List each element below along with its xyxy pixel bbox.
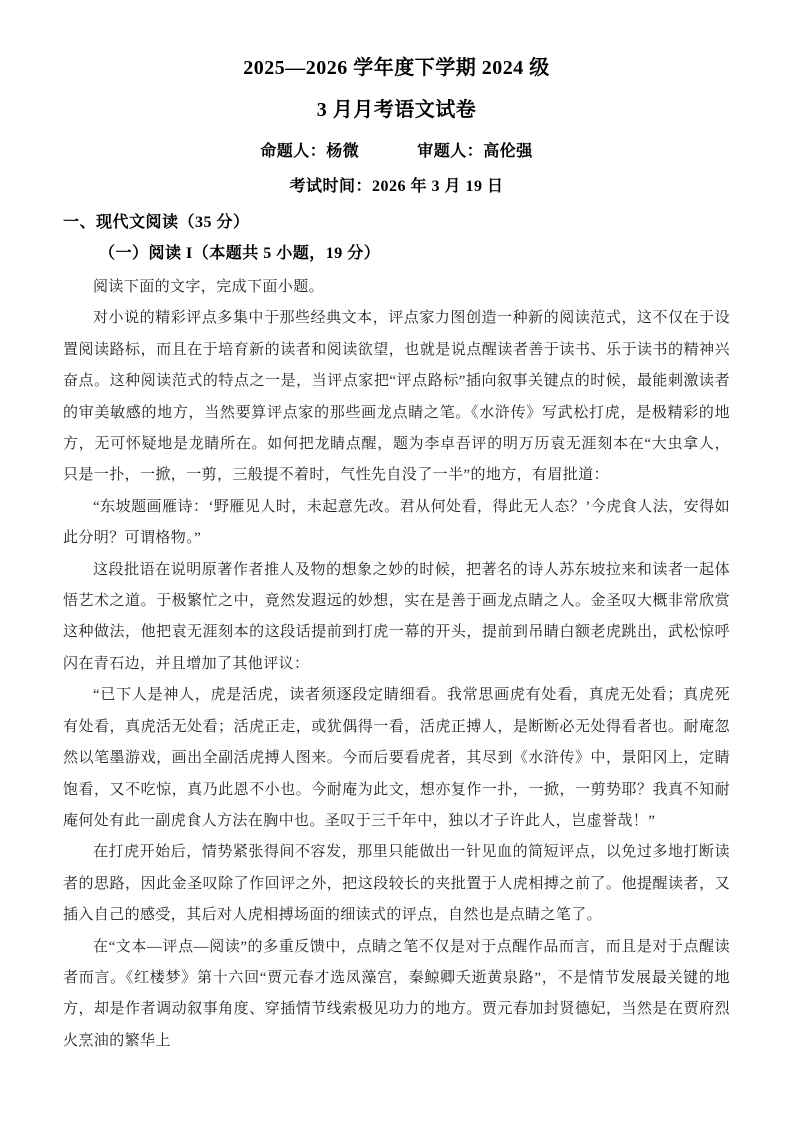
exam-time: 考试时间：2026 年 3 月 19 日 <box>289 178 504 195</box>
passage-paragraph: “东坡题画雁诗：‘野雁见人时，未起意先改。君从何处看，得此无人态？’今虎食人法，安得如此分明？可谓格物。” <box>63 498 730 547</box>
section-heading-modern-reading: 一、现代文阅读（35 分） <box>63 214 250 231</box>
subsection-heading-reading-1: （一）阅读 I（本题共 5 小题，19 分） <box>99 245 381 262</box>
exam-title-line1: 2025—2026 学年度下学期 2024 级 <box>243 57 550 79</box>
passage-paragraph: 在打虎开始后，情势紧张得间不容发，那里只能做出一针见血的简短评点，以免过多地打断读者的思路，因此金圣叹除了作回评之外，把这段较长的夹批置于人虎相搏之前了。他提醒读者，又插入自己的感受，其后对人虎相搏场面的细读式的评点，自然也是点睛之笔了。 <box>63 844 730 924</box>
exam-meta-line <box>63 138 730 161</box>
passage-instruction: 阅读下面的文字，完成下面小题。 <box>93 279 325 295</box>
passage-paragraph: 在“文本—评点—阅读”的多重反馈中，点睛之笔不仅是对于点醒作品而言，而且是对于点醒读者而言。《红楼梦》第十六回“贾元春才选凤藻宫，秦鲸卿夭逝黄泉路”，不是情节发展最关键的地方，却是作者调动叙事角度、穿插情节线索极见功力的地方。贾元春加封贤德妃，当然是在贾府烈火烹油的繁华上 <box>63 938 730 1049</box>
passage-paragraph: 对小说的精彩评点多集中于那些经典文本，评点家力图创造一种新的阅读范式，这不仅在于设置阅读路标，而且在于培育新的读者和阅读欲望，也就是说点醒读者善于读书、乐于读书的精神兴奋点。这种阅读范式的特点之一是，当评点家把“评点路标”插向叙事关键点的时候，最能刺激读者的审美敏感的地方，当然要算评点家的那些画龙点睛之笔。《水浒传》写武松打虎，是极精彩的地方，无可怀疑地是龙睛所在。如何把龙睛点醒，题为李卓吾评的明万历袁无涯刻本在“大虫拿人，只是一扑，一掀，一剪，三般提不着时，气性先自没了一半”的地方，有眉批道： <box>63 310 730 484</box>
exam-reviewer: 审题人：高伦强 <box>417 143 533 160</box>
passage-paragraph: 这段批语在说明原著作者推人及物的想象之妙的时候，把著名的诗人苏东坡拉来和读者一起体悟艺术之道。于极繁忙之中，竟然发遐远的妙想，实在是善于画龙点睛之人。金圣叹大概非常欣赏这种做法，他把袁无涯刻本的这段话提前到打虎一幕的开头，提前到吊睛白额老虎跳出，武松惊呼闪在青石边，并且增加了其他评议： <box>63 561 730 672</box>
exam-setter: 命题人：杨微 <box>260 143 360 160</box>
reading-passage <box>63 303 730 1057</box>
exam-title-line2: 3 月月考语文试卷 <box>316 99 477 121</box>
passage-paragraph: “已下人是神人，虎是活虎，读者须逐段定睛细看。我常思画虎有处看，真虎无处看；真虎死有处看，真虎活无处看；活虎正走，或犹偶得一看，活虎正搏人，是断断必无处得看者也。耐庵忽然以笔墨游戏，画出全副活虎搏人图来。今而后要看虎者，其尽到《水浒传》中，景阳冈上，定睛饱看，又不吃惊，真乃此恩不小也。今耐庵为此文，想亦复作一扑，一掀，一剪势耶？我真不知耐庵何处有此一副虎食人方法在胸中也。圣叹于三千年中，独以才子许此人，岂虚誉哉！” <box>63 687 730 829</box>
